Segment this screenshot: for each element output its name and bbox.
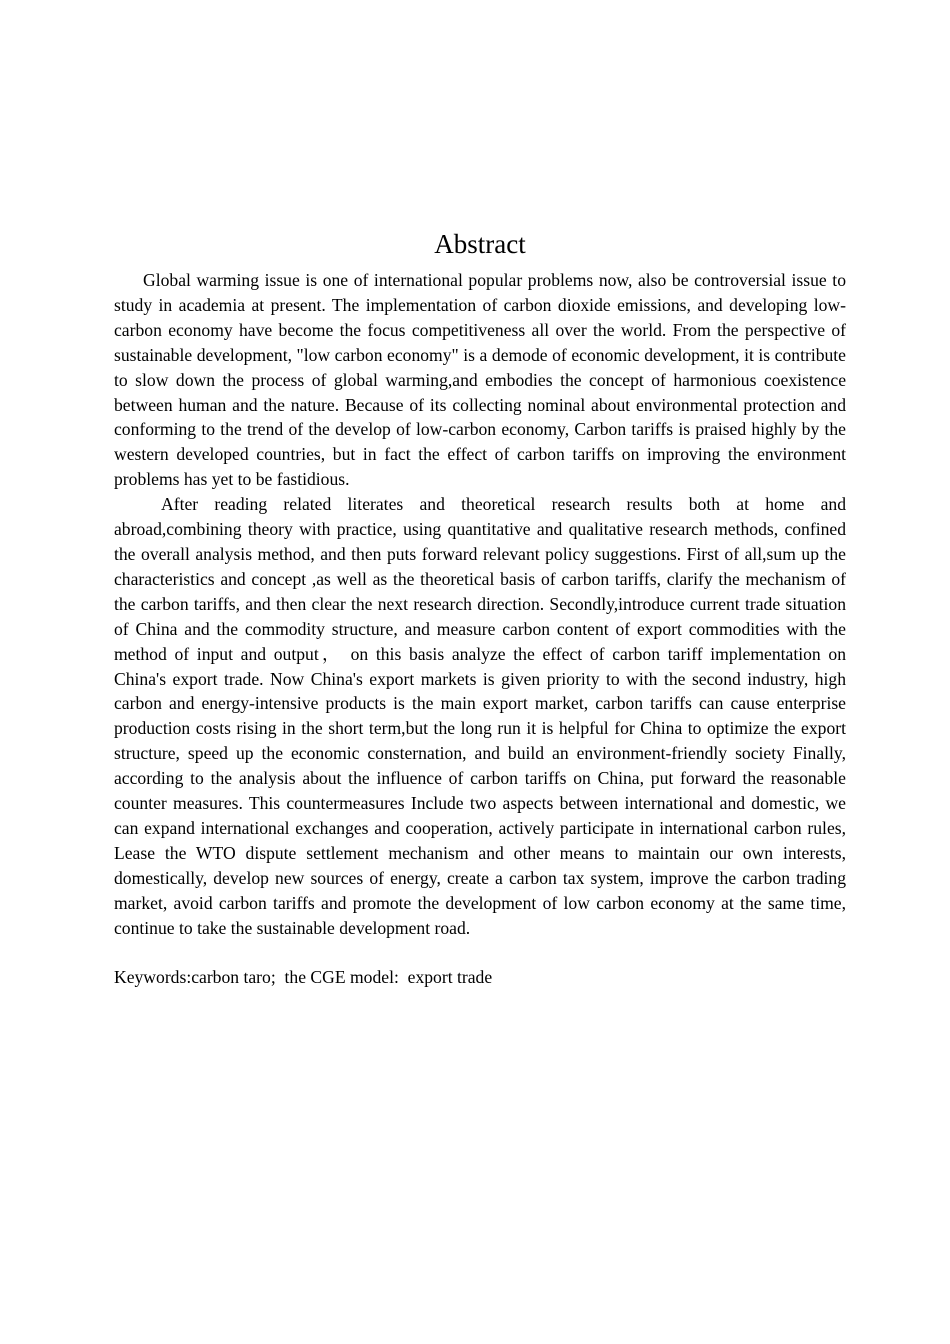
keywords-line: Keywords:carbon taro; the CGE model: export trade xyxy=(114,967,493,988)
abstract-section xyxy=(114,224,846,990)
page-title: Abstract xyxy=(434,229,526,259)
abstract-paragraph-2: After reading related literates and theoretical research results both at home and abroad,combining theory with practice, using quantitative and qualitative research methods, confined the overall analysis method, and then puts forward relevant policy suggestions. First of all,sum up the characteristics and concept ,as well as the theoretical basis of carbon tariffs, clarify the mechanism of the carbon tariffs, and then clear the next research direction. Secondly,introduce current trade situation of China and the commodity structure, and measure carbon content of export commodities with the method of input and output， on this basis analyze the effect of carbon tariff implementation on China's export trade. Now China's export markets is given priority to with the second industry, high carbon and energy-intensive products is the main export market, carbon tariffs can cause enterprise production costs rising in the short term,but the long run it is helpful for China to optimize the export structure, speed up the economic consternation, and build an environment-friendly society Finally, according to the analysis about the influence of carbon tariffs on China, put forward the reasonable counter measures. This countermeasures Include two aspects between international and domestic, we can expand international exchanges and cooperation, actively participate in international carbon rules, Lease the WTO dispute settlement mechanism and other means to maintain our own interests, domestically, develop new sources of energy, create a carbon tax system, improve the carbon trading market, avoid carbon tariffs and promote the development of low carbon economy at the same time, continue to take the sustainable development road. xyxy=(114,494,846,938)
abstract-paragraph-1: Global warming issue is one of international popular problems now, also be controversial issue to study in academia at present. The implementation of carbon dioxide emissions, and developing low-carbon economy have become the focus competitiveness all over the world. From the perspective of sustainable development, "low carbon economy" is a demode of economic development, it is contribute to slow down the process of global warming,and embodies the concept of harmonious coexistence between human and the nature. Because of its collecting nominal about environmental protection and conforming to the trend of the develop of low-carbon economy, Carbon tariffs is praised highly by the western developed countries, but in fact the effect of carbon tariffs on improving the environment problems has yet to be fastidious. xyxy=(114,270,846,490)
